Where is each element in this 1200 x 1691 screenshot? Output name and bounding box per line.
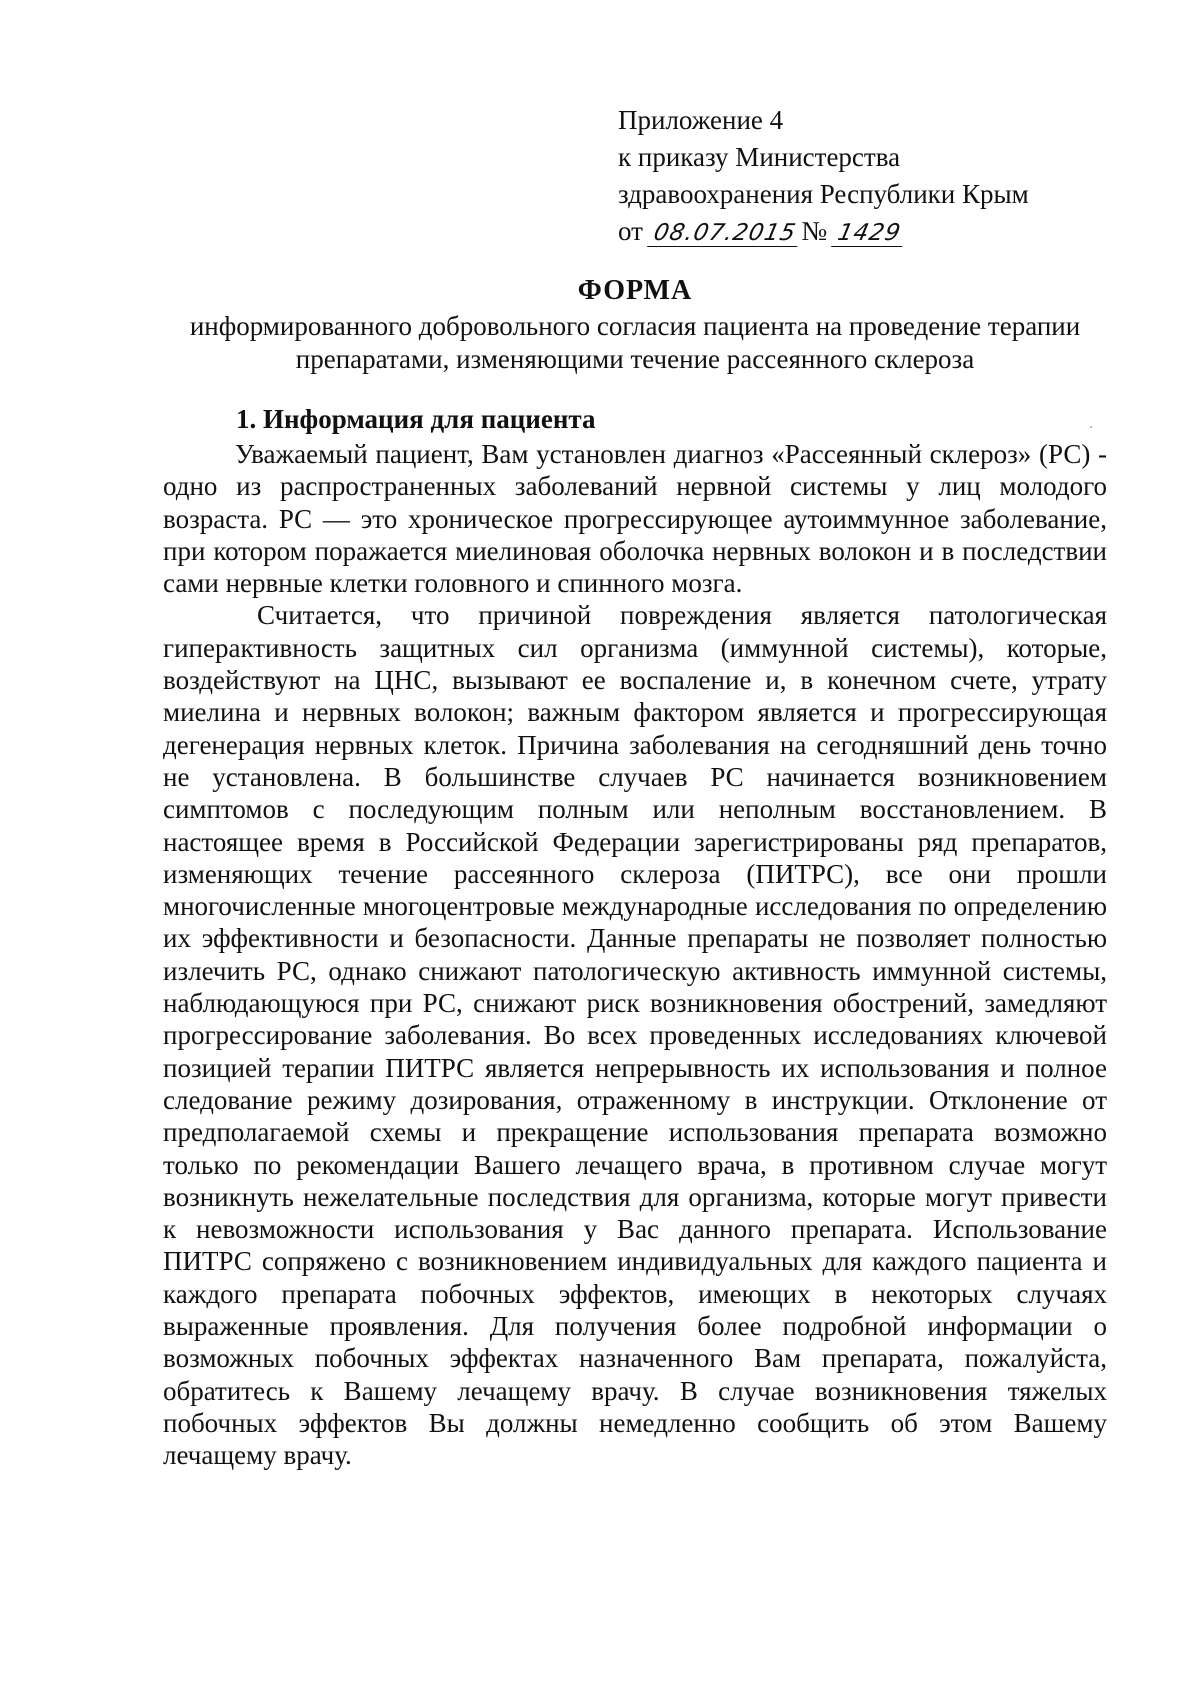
annex-line-3: здравоохранения Республики Крым xyxy=(618,179,1029,209)
section-body xyxy=(163,438,1107,1472)
handwritten-number: 1429 xyxy=(831,220,907,247)
document-subtitle: информированного добровольного согласия пациента на проведение терапии препаратами, изменяющими течение рассеянного склероза xyxy=(189,311,1081,374)
annex-line-2: к приказу Министерства xyxy=(618,142,901,172)
annex-block xyxy=(618,102,1029,250)
scan-speck xyxy=(1090,426,1092,428)
annex-date-line xyxy=(618,213,1029,250)
handwritten-date: 08.07.2015 xyxy=(647,220,802,247)
document-title: ФОРМА xyxy=(577,275,693,306)
section-heading: 1. Информация для пациента xyxy=(236,404,596,434)
paragraph-1: Уважаемый пациент, Вам установлен диагноз «Рассеянный склероз» (РС) - одно из распространенных заболеваний нервной системы у лиц молодого возраста. РС — это хроническое прогрессирующее аутоиммунное заболевание, при котором поражается миелиновая оболочка нервных волокон и в последствии сами нервные клетки головного и спинного мозга. xyxy=(163,439,1107,599)
paragraph-2: Считается, что причиной повреждения является патологическая гиперактивность защитных сил организма (иммунной системы), которые, воздействуют на ЦНС, вызывают ее воспаление и, в конечном счете, утрату миелина и нервных волокон; важным фактором является и прогрессирующая дегенерация нервных клеток. Причина заболевания на сегодняшний день точно не установлена. В большинстве случаев РС начинается возникновением симптомов с последующим полным или неполным восстановлением. В настоящее время в Российской Федерации зарегистрированы ряд препаратов, изменяющих течение рассеянного склероза (ПИТРС), все они прошли многочисленные многоцентровые международные исследования по определению их эффективности и безопасности. Данные препараты не позволяет полностью излечить РС, однако снижают патологическую активность иммунной системы, наблюдающуюся при РС, снижают риск возникновения обострений, замедляют прогрессирование заболевания. Во всех проведенных исследованиях ключевой позицией терапии ПИТРС является непрерывность их использования и полное следование режиму дозирования, отраженному в инструкции. Отклонение от предполагаемой схемы и прекращение использования препарата возможно только по рекомендации Вашего лечащего врача, в противном случае могут возникнуть нежелательные последствия для организма, которые могут привести к невозможности использования у Вас данного препарата. Использование ПИТРС сопряжено с возникновением индивидуальных для каждого пациента и каждого препарата побочных эффектов, имеющих в некоторых случаях выраженные проявления. Для получения более подробной информации о возможных побочных эффектах назначенного Вам препарата, пожалуйста, обратитесь к Вашему лечащему врачу. В случае возникновения тяжелых побочных эффектов Вы должны немедленно сообщить об этом Вашему лечащему врачу. xyxy=(163,600,1107,1471)
number-label: № xyxy=(801,216,828,246)
annex-line-1: Приложение 4 xyxy=(618,105,784,135)
date-prefix: от xyxy=(618,216,643,246)
